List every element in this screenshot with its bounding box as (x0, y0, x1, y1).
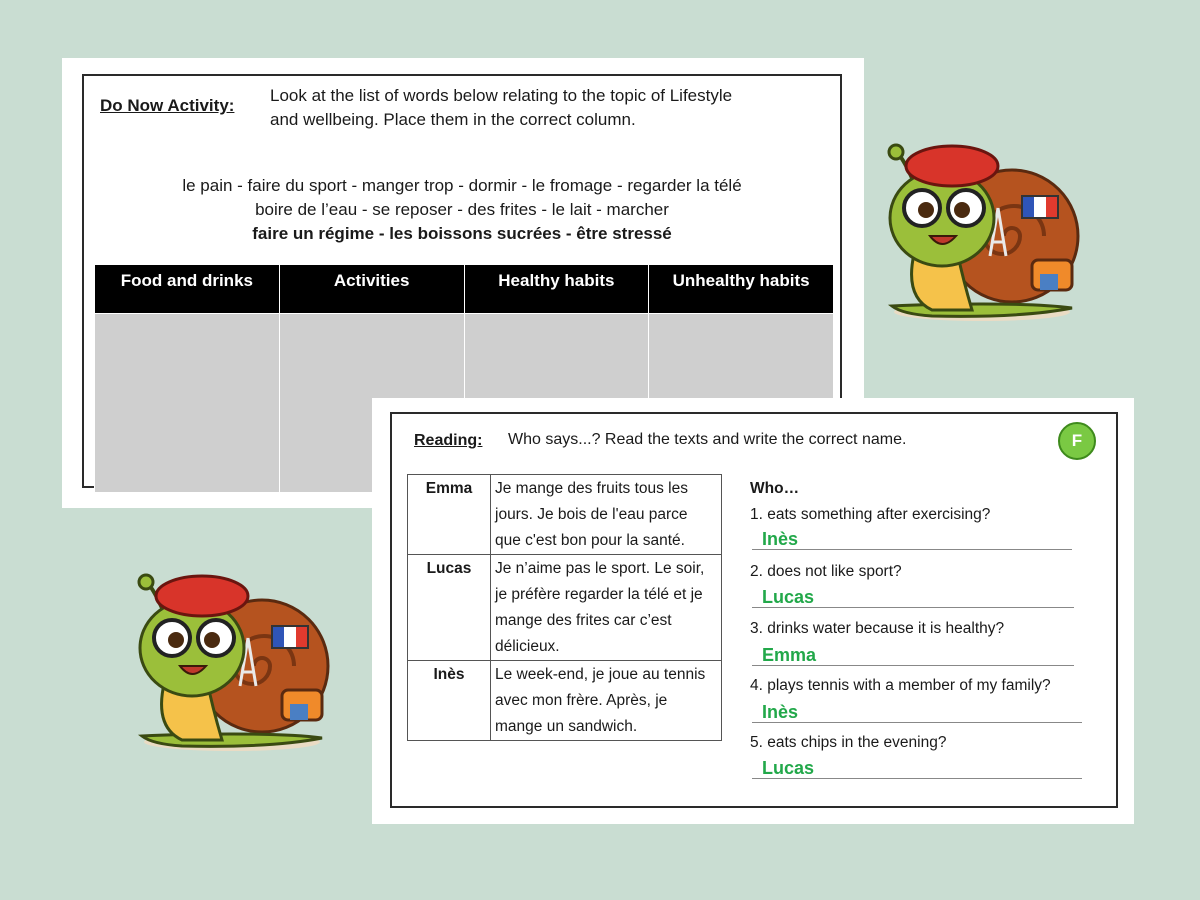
column-header-healthy: Healthy habits (464, 265, 649, 314)
reading-instruction: Who says...? Read the texts and write the correct name. (508, 431, 907, 448)
do-now-label: Do Now Activity: (100, 96, 235, 115)
question-2: 2. does not like sport? (750, 563, 902, 580)
answer-5[interactable]: Lucas (752, 757, 1082, 779)
snail-mascot-bottom-icon (122, 556, 342, 756)
table-row (408, 555, 722, 661)
word-list-line-2: boire de l’eau - se reposer - des frites - le lait - marcher (255, 200, 669, 219)
word-list-line-3: faire un régime - les boissons sucrées - être stressé (252, 224, 672, 243)
reading-label: Reading: (414, 432, 483, 449)
answer-2[interactable]: Lucas (752, 586, 1074, 608)
snail-mascot-top-icon (872, 126, 1092, 326)
text-name: Lucas (408, 555, 491, 661)
column-header-activities: Activities (279, 265, 464, 314)
text-name: Emma (408, 475, 491, 555)
text-body: Je mange des fruits tous les jours. Je bois de l'eau parce que c'est bon pour la santé. (491, 475, 722, 555)
table-row (408, 475, 722, 555)
word-list-line-1: le pain - faire du sport - manger trop - dormir - le fromage - regarder la télé (182, 176, 742, 195)
text-body: Le week-end, je joue au tennis avec mon frère. Après, je mange un sandwich. (491, 661, 722, 741)
word-list (84, 174, 840, 246)
question-4: 4. plays tennis with a member of my family? (750, 677, 1051, 694)
answer-cell-food[interactable] (95, 314, 280, 493)
reading-card (372, 398, 1134, 824)
text-body: Je n’aime pas le sport. Le soir, je préfère regarder la télé et je mange des frites car c’est délicieux. (491, 555, 722, 661)
level-badge: F (1058, 422, 1096, 460)
column-header-unhealthy: Unhealthy habits (649, 265, 834, 314)
answer-1[interactable]: Inès (752, 528, 1072, 550)
question-1: 1. eats something after exercising? (750, 506, 991, 523)
answer-4[interactable]: Inès (752, 701, 1082, 723)
table-row (408, 661, 722, 741)
text-name: Inès (408, 661, 491, 741)
who-title: Who… (750, 480, 800, 497)
answer-3[interactable]: Emma (752, 644, 1074, 666)
question-3: 3. drinks water because it is healthy? (750, 620, 1005, 637)
reading-frame (390, 412, 1118, 808)
question-5: 5. eats chips in the evening? (750, 734, 947, 751)
texts-table (407, 474, 722, 741)
column-header-food: Food and drinks (95, 265, 280, 314)
do-now-instruction: Look at the list of words below relating to the topic of Lifestyle and wellbeing. Place them in the correct column. (270, 86, 733, 129)
